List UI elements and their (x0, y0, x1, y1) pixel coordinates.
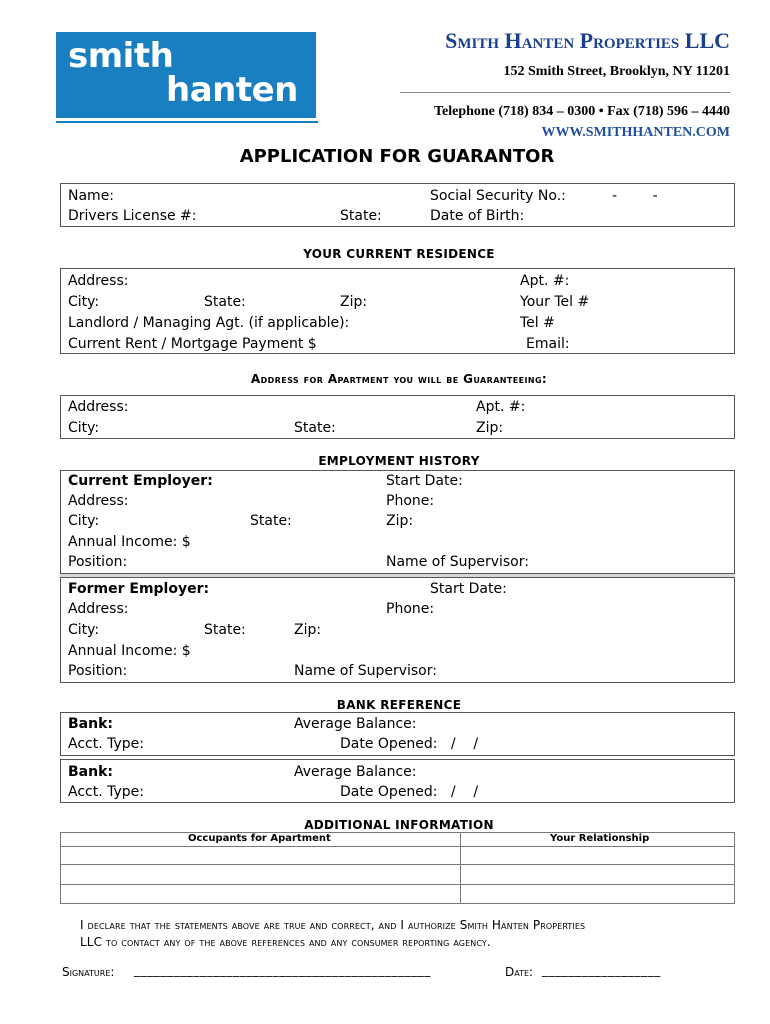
ssn-separators: - - (612, 188, 658, 204)
bank1-type-label: Acct. Type: (68, 736, 144, 752)
residence-tel-label: Your Tel # (520, 294, 590, 310)
former-supervisor-label: Name of Supervisor: (294, 663, 437, 679)
header-separator (400, 92, 730, 93)
bank2-balance-label: Average Balance: (294, 764, 417, 780)
current-start-label: Start Date: (386, 473, 463, 489)
landlord-tel-label: Tel # (520, 315, 555, 331)
residence-city-label: City: (68, 294, 100, 310)
residence-address-label: Address: (68, 273, 129, 289)
former-state-label: State: (204, 622, 246, 638)
signature-line[interactable]: _____________________________________________ (134, 963, 431, 977)
bank1-balance-label: Average Balance: (294, 716, 417, 732)
company-name: Smith Hanten Properties LLC (445, 28, 730, 53)
company-logo (56, 32, 316, 118)
table-row-divider (60, 846, 735, 847)
former-start-label: Start Date: (430, 581, 507, 597)
table-row-divider (60, 864, 735, 865)
current-zip-label: Zip: (386, 513, 414, 529)
logo-word-hanten: hanten (166, 70, 298, 110)
residence-email-label: Email: (526, 336, 570, 352)
current-income-label: Annual Income: $ (68, 534, 191, 550)
residence-header: YOUR CURRENT RESIDENCE (303, 247, 495, 261)
guaranteed-zip-label: Zip: (476, 420, 504, 436)
current-position-label: Position: (68, 554, 128, 570)
residence-zip-label: Zip: (340, 294, 368, 310)
guaranteed-header: Address for Apartment you will be Guaranteeing: (250, 372, 548, 386)
name-label: Name: (68, 188, 115, 204)
license-state-label: State: (340, 208, 382, 224)
page-title: APPLICATION FOR GUARANTOR (239, 146, 555, 167)
date-line[interactable]: __________________ (542, 963, 661, 977)
signature-label: Signature: (62, 965, 115, 979)
table-row-divider (60, 884, 735, 885)
current-supervisor-label: Name of Supervisor: (386, 554, 529, 570)
company-website-link[interactable]: WWW.SMITHHANTEN.COM (541, 125, 730, 140)
declaration-line1: I declare that the statements above are true and correct, and I authorize Smith Hanten Properties (80, 918, 586, 932)
date-label: Date: (505, 965, 534, 979)
current-city-label: City: (68, 513, 100, 529)
name-field[interactable] (112, 188, 412, 204)
ssn-label: Social Security No.: (430, 188, 566, 204)
bank2-type-label: Acct. Type: (68, 784, 144, 800)
former-position-label: Position: (68, 663, 128, 679)
current-phone-label: Phone: (386, 493, 435, 509)
rent-label: Current Rent / Mortgage Payment $ (68, 336, 317, 352)
additional-header: ADDITIONAL INFORMATION (304, 818, 494, 832)
license-field[interactable] (200, 208, 330, 224)
occupants-column-header: Occupants for Apartment (188, 833, 331, 844)
bank-header: BANK REFERENCE (336, 698, 462, 712)
residence-apt-label: Apt. #: (520, 273, 570, 289)
bank1-opened-label: Date Opened: / / (340, 736, 479, 752)
bank2-label: Bank: (68, 764, 113, 780)
table-column-divider (460, 832, 461, 904)
landlord-label: Landlord / Managing Agt. (if applicable): (68, 315, 350, 331)
former-address-label: Address: (68, 601, 129, 617)
current-employer-title: Current Employer: (68, 473, 213, 489)
guaranteed-state-label: State: (294, 420, 336, 436)
declaration-line2: LLC to contact any of the above references and any consumer reporting agency. (80, 935, 491, 949)
employment-header: EMPLOYMENT HISTORY (318, 454, 480, 468)
dob-label: Date of Birth: (430, 208, 525, 224)
guaranteed-section (60, 395, 735, 439)
relationship-column-header: Your Relationship (550, 833, 650, 844)
logo-word-smith: smith (68, 36, 174, 76)
former-employer-title: Former Employer: (68, 581, 210, 597)
bank1-label: Bank: (68, 716, 113, 732)
current-state-label: State: (250, 513, 292, 529)
former-phone-label: Phone: (386, 601, 435, 617)
bank2-opened-label: Date Opened: / / (340, 784, 479, 800)
guaranteed-address-label: Address: (68, 399, 129, 415)
former-zip-label: Zip: (294, 622, 322, 638)
current-address-label: Address: (68, 493, 129, 509)
logo-underline (56, 121, 318, 123)
former-income-label: Annual Income: $ (68, 643, 191, 659)
company-phone-fax: Telephone (718) 834 – 0300 • Fax (718) 596 – 4440 (433, 104, 730, 119)
license-label: Drivers License #: (68, 208, 197, 224)
guaranteed-apt-label: Apt. #: (476, 399, 526, 415)
guaranteed-city-label: City: (68, 420, 100, 436)
residence-state-label: State: (204, 294, 246, 310)
company-address: 152 Smith Street, Brooklyn, NY 11201 (503, 64, 730, 79)
former-city-label: City: (68, 622, 100, 638)
